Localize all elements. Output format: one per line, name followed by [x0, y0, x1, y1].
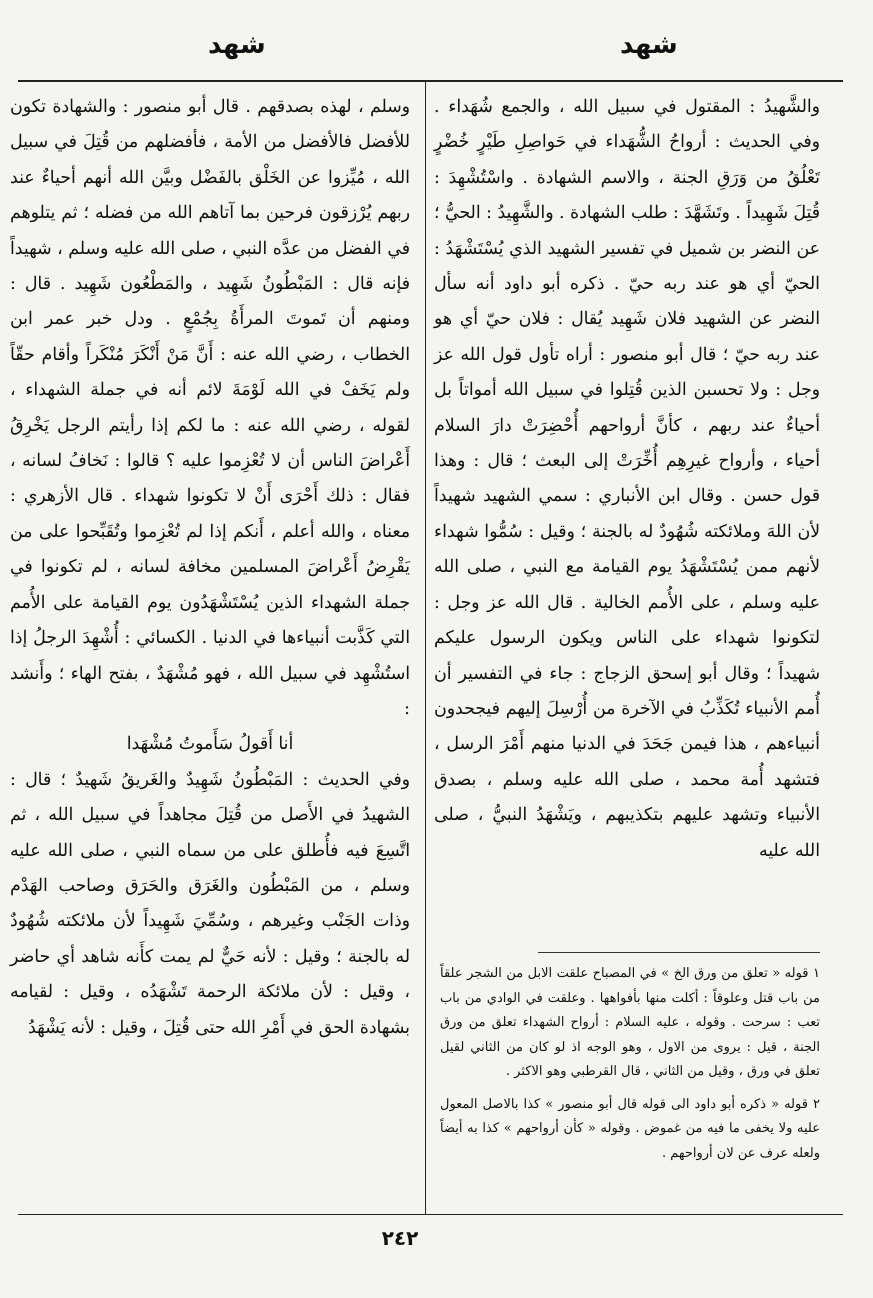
right-column-text: والشَّهيدُ : المقتول في سبيل الله ، والجمع شُهَداء . وفي الحديث : أرواحُ الشُّهَداء في حَواصِلِ طَيْرٍ خُضْرٍ تَعْلُقُ من وَرَقِ الجنة ، والاسم الشهادة . واسْتُشْهِدَ : قُتِلَ شَهِيداً . وتَشَهَّدَ : طلب الشهادة . والشَّهِيدُ : الحيُّ ؛ عن النضر بن شميل في تفسير الشهيد الذي يُسْتَشْهَدُ : الحيّ أي هو عند ربه حيّ . ذكره أبو داود أنه سأل النضر عن الشهيد فلان شَهِيد يُقال : فلان حيّ أي هو عند ربه حيّ ؛ قال أبو منصور : أراه تأول قول الله عز وجل : ولا تحسبن الذين قُتِلوا في سبيل الله أمواتاً بل أحياءٌ عند ربهم ، كأنَّ أرواحهم أُحْضِرَتْ دارَ السلام أحياء ، وأرواح غيرِهِم أُخِّرَتْ إلى البعث ؛ قال : وهذا قول حسن . وقال ابن الأنباري : سمي الشهيد شهيداً لأن اللهَ وملائكته شُهُودٌ له بالجنة ؛ وقيل : سُمُّوا شهداء لأنهم ممن يُسْتَشْهَدُ يوم القيامة مع النبي ، صلى الله عليه وسلم ، على الأُمم الخالية . قال الله عز وجل : لتكونوا شهداء على الناس ويكون الرسول عليكم شهيداً ؛ وقال أبو إسحق الزجاج : جاء في التفسير أن أُمم الأنبياء تُكَذِّبُ في الآخرة من أُرْسِلَ إليهم فيجحدون أنبياءهم ، هذا فيمن جَحَدَ في الدنيا منهم أَمْرَ الرسل ، فتشهد أُمة محمد ، صلى الله عليه وسلم ، بصدق الأنبياء وتشهد عليهم بتكذيبهم ، ويَشْهَدُ النبيُّ ، صلى الله عليه: [434, 97, 820, 861]
right-column: [434, 90, 820, 869]
running-head-right: شهد: [620, 30, 678, 60]
footnote-divider: [538, 952, 820, 953]
top-rule: [18, 80, 843, 82]
column-divider: [425, 82, 426, 1214]
footnotes: [440, 962, 820, 1174]
footnote-1: ١ قوله « تعلق من ورق الخ » في المصباح علقت الابل من الشجر علقاً من باب قتل وعلوقاً : أكلت منها بأفواهها . وعلقت في الوادي من باب تعب : سرحت . وقوله ، عليه السلام : أرواح الشهداء تعلق من ورق الجنة ، قيل : يروى من الاول ، وهو الوجه اذ لو كان من الثاني لقيل تعلق في ورق ، وقيل من الثاني ، قال القرطبي وهو الاكثر .: [440, 966, 820, 1079]
left-column-text-2: وفي الحديث : المَبْطُونُ شَهِيدٌ والغَريقُ شَهيدٌ ؛ قال : الشهيدُ في الأَصل من قُتِلَ مجاهداً في سبيل الله ، ثم اتَّسِعَ فيه فأُطلق على من سماه النبي ، صلى الله عليه وسلم ، من المَبْطُون والغَرَق والحَرَق وصاحب الهَدْم وذات الجَنْب وغيرهم ، وسُمِّيَ شَهِيداً لأن ملائكته شُهُودٌ له بالجنة ؛ وقيل : لأنه حَيٌّ لم يمت كأَنه شاهد أي حاضر ، وقيل : لأن ملائكة الرحمة تَشْهَدُه ، وقيل : لقيامه بشهادة الحق في أَمْرِ الله حتى قُتِلَ ، وقيل : لأنه يَشْهَدُ: [10, 769, 410, 1038]
left-column: [10, 90, 410, 1046]
poetry-verse: أنا أَقولُ سَأَموتُ مُشْهَدا: [126, 734, 294, 755]
left-column-text-1: وسلم ، لهذه بصدقهم . قال أبو منصور : والشهادة تكون للأفضل فالأفضل من الأمة ، فأفضلهم من قُتِلَ في سبيل الله ، مُيِّزوا عن الخَلْق بالفَضْل وبيَّن الله أنهم أحياءٌ عند ربهم يُرْزقون فرحين بما آتاهم الله من فضله ؛ ثم يتلوهم في الفضل من عدَّه النبي ، صلى الله عليه وسلم ، شهيداً فإنه قال : المَبْطُونُ شَهِيد ، والمَطْعُون شَهِيد . قال : ومنهم أن تَموتَ المرأَةُ بِجُمْعٍ . ودل خبر عمر ابن الخطاب ، رضي الله عنه : أَنَّ مَنْ أَنْكَرَ مُنْكَراً وأقام حقّاً ولم يَخَفْ في الله لَوْمَةَ لائم أنه في جملة الشهداء ، لقوله ، رضي الله عنه : ما لكم إذا رأيتم الرجل يَخْرِقُ أَعْراضَ الناس أن لا تُعْزِموا عليه ؟ قالوا : نَخافُ لسانه ، فقال : ذلك أَحْرَى أَنْ لا تكونوا شهداء . قال الأزهري : معناه ، والله أعلم ، أَنكم إذا لم تُعْزِموا وتُقَبِّحوا على من يَقْرِضُ أَعْراضَ المسلمين مخافة لسانه ، لم تكونوا في جملة الشهداء الذين يُسْتَشْهَدُون يوم القيامة على الأُمم التي كَذَّبت أنبياءها في الدنيا . الكسائي : أُشْهِدَ الرجلُ إذا استُشْهِد في سبيل الله ، فهو مُشْهَدٌ ، بفتح الهاء ؛ وأَنشد :: [10, 97, 410, 719]
running-head-left: شهد: [208, 30, 266, 60]
bottom-rule: [18, 1214, 843, 1215]
footnote-2: ٢ قوله « ذكره أبو داود الى قوله قال أبو منصور » كذا بالاصل المعول عليه ولا يخفى ما فيه من غموض . وقوله « كأن أرواحهم » كذا به أيضاً ولعله عرف عن لان أرواحهم .: [440, 1096, 820, 1161]
page-number: ٢٤٢: [381, 1226, 419, 1250]
